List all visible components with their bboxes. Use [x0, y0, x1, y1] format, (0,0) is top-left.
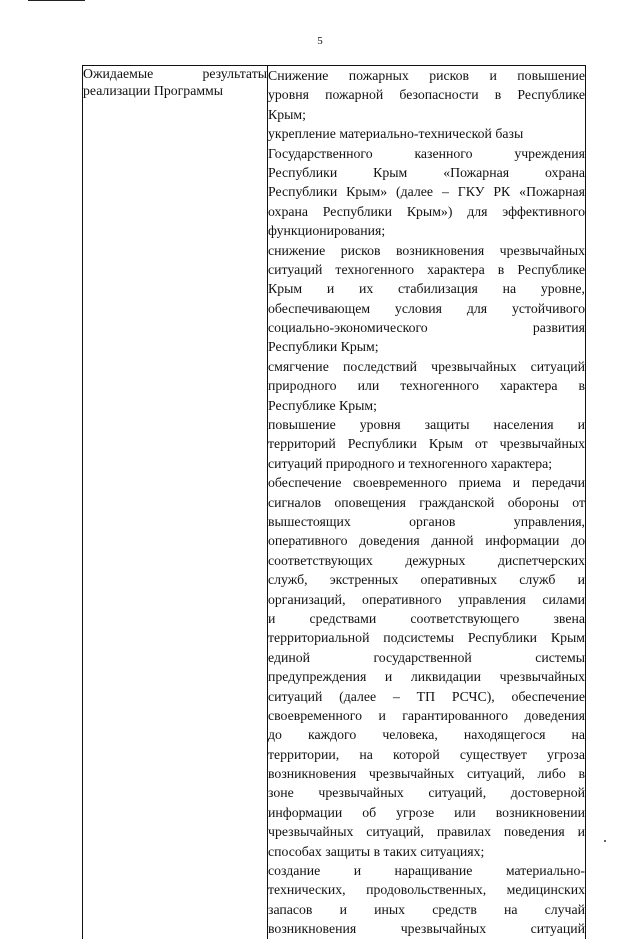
- text-line: Республики Крым;: [268, 339, 379, 355]
- table-row: [83, 66, 586, 939]
- row-label-line: Ожидаемые результаты: [83, 66, 267, 81]
- text-line: Крым;: [268, 106, 306, 122]
- text-line: и средствами соответствующего звена: [268, 610, 585, 626]
- scan-edge-mark: [28, 0, 85, 1]
- text-line: укрепление материально-технической базы: [268, 126, 524, 142]
- text-line: оперативного доведения данной информации до: [268, 533, 585, 549]
- text-line: природного или техногенного характера в: [268, 378, 585, 394]
- scan-speck: [604, 840, 606, 842]
- text-line: единой государственной системы: [268, 649, 585, 665]
- text-line: смягчение последствий чрезвычайных ситуаций: [268, 358, 585, 374]
- row-label-line: реализации Программы: [83, 82, 224, 98]
- text-line: способах защиты в таких ситуациях;: [268, 843, 485, 859]
- text-line: Крым и их стабилизация на уровне,: [268, 281, 585, 297]
- text-line: организаций, оперативного управления силами: [268, 591, 585, 607]
- text-line: ситуаций техногенного характера в Республике: [268, 261, 585, 277]
- text-line: своевременного и гарантированного доведения: [268, 707, 585, 723]
- text-line: уровня пожарной безопасности в Республике: [268, 87, 585, 103]
- text-line: сигналов оповещения гражданской обороны от: [268, 494, 585, 510]
- text-line: Снижение пожарных рисков и повышение: [268, 68, 585, 83]
- text-line: Республики Крым «Пожарная охрана: [268, 164, 585, 180]
- text-line: возникновения чрезвычайных ситуаций, либо в: [268, 766, 585, 782]
- text-line: запасов и иных средств на случай: [268, 901, 585, 917]
- text-line: возникновения чрезвычайных ситуаций: [268, 921, 585, 937]
- text-line: Республики Крым» (далее – ГКУ РК «Пожарная: [268, 184, 585, 200]
- row-content-cell: [268, 66, 586, 939]
- expected-results-text: [268, 66, 585, 939]
- text-line: Республике Крым;: [268, 397, 377, 413]
- text-line: служб, экстренных оперативных служб и: [268, 572, 585, 588]
- text-line: социально-экономического развития: [268, 320, 585, 336]
- text-line: территории, на которой существует угроза: [268, 746, 585, 762]
- text-line: соответствующих дежурных диспетчерских: [268, 552, 585, 568]
- page-number: 5: [317, 35, 323, 47]
- text-line: создание и наращивание материально-: [268, 863, 585, 879]
- text-line: технических, продовольственных, медицинских: [268, 882, 585, 898]
- text-line: обеспечивающем условия для устойчивого: [268, 300, 585, 316]
- text-line: информации об угрозе или возникновении: [268, 804, 585, 820]
- text-line: ситуаций природного и техногенного характера;: [268, 455, 553, 471]
- text-line: повышение уровня защиты населения и: [268, 417, 585, 433]
- program-passport-table: [82, 65, 586, 939]
- text-line: охрана Республики Крым») для эффективного: [268, 203, 585, 219]
- text-line: предупреждения и ликвидации чрезвычайных: [268, 669, 585, 685]
- text-line: зоне чрезвычайных ситуаций, достоверной: [268, 785, 585, 801]
- text-line: функционирования;: [268, 223, 386, 239]
- text-line: обеспечение своевременного приема и передачи: [268, 475, 585, 491]
- text-line: ситуаций (далее – ТП РСЧС), обеспечение: [268, 688, 585, 704]
- text-line: до каждого человека, находящегося на: [268, 727, 585, 743]
- text-line: Государственного казенного учреждения: [268, 145, 585, 161]
- text-line: вышестоящих органов управления,: [268, 513, 585, 529]
- text-line: территориальной подсистемы Республики Крым: [268, 630, 585, 646]
- text-line: территорий Республики Крым от чрезвычайных: [268, 436, 585, 452]
- text-line: чрезвычайных ситуаций, правилах поведения и: [268, 824, 585, 840]
- row-label-cell: [83, 66, 268, 939]
- text-line: снижение рисков возникновения чрезвычайных: [268, 242, 585, 258]
